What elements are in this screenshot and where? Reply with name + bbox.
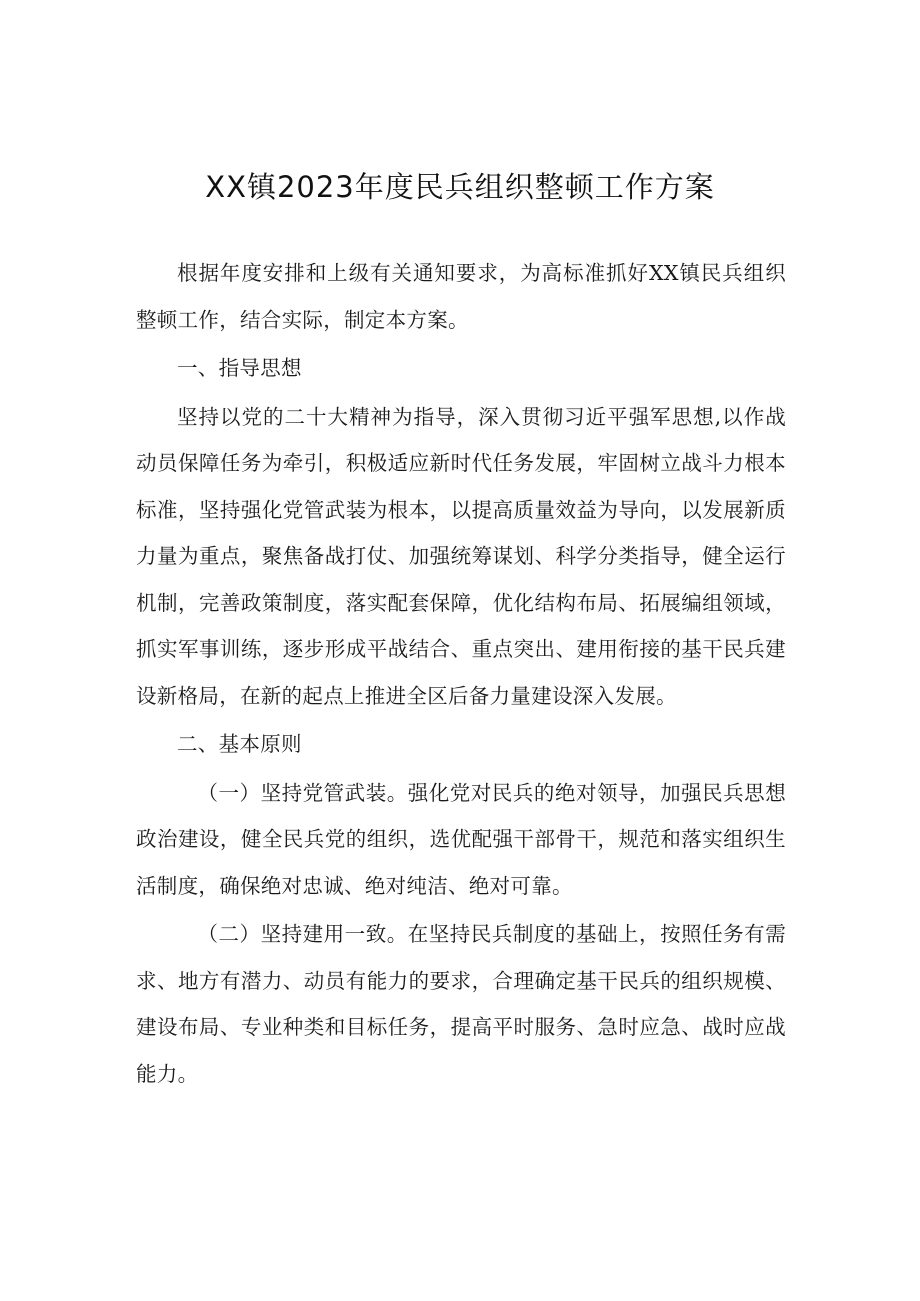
section-heading-guiding-ideology: 一、指导思想 [177, 356, 302, 380]
principle-item-1: （一）坚持党管武装。强化党对民兵的绝对领导，加强民兵思想政治建设，健全民兵党的组织，选优配强干部骨干，规范和落实组织生活制度，确保绝对忠诚、绝对纯洁、绝对可靠。 [136, 780, 786, 898]
intro-paragraph: 根据年度安排和上级有关通知要求，为高标准抓好XX镇民兵组织整顿工作，结合实际，制定本方案。 [136, 261, 786, 332]
section-heading-basic-principles: 二、基本原则 [177, 732, 302, 756]
guiding-ideology-paragraph: 坚持以党的二十大精神为指导，深入贯彻习近平强军思想,以作战动员保障任务为牵引，积极适应新时代任务发展，牢固树立战斗力根本标准，坚持强化党管武装为根本，以提高质量效益为导向，以发展新质力量为重点，聚焦备战打仗、加强统筹谋划、科学分类指导，健全运行机制，完善政策制度，落实配套保障，优化结构布局、拓展编组领域，抓实军事训练，逐步形成平战结合、重点突出、建用衔接的基干民兵建设新格局，在新的起点上推进全区后备力量建设深入发展。 [136, 404, 786, 708]
document-body [136, 250, 786, 1097]
document-title: XX镇2023年度民兵组织整顿工作方案 [205, 170, 715, 204]
principle-item-2: （二）坚持建用一致。在坚持民兵制度的基础上，按照任务有需求、地方有潜力、动员有能力的要求，合理确定基干民兵的组织规模、建设布局、专业种类和目标任务，提高平时服务、急时应急、战时应战能力。 [136, 922, 786, 1086]
